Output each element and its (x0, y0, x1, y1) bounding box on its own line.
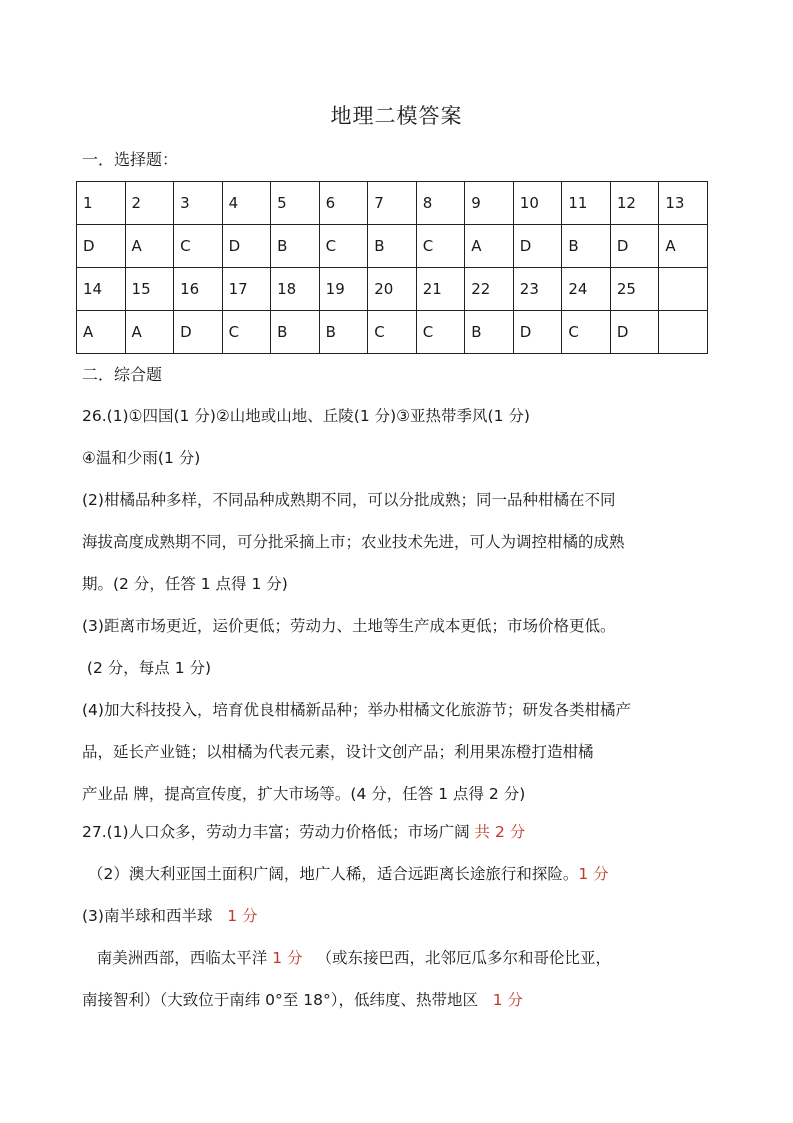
table-cell: 12 (610, 182, 659, 225)
answer-text: (3)距离市场更近，运价更低；劳动力、土地等生产成本更低；市场价格更低。 (82, 617, 616, 635)
answer-text: (2 分，每点 1 分) (82, 659, 212, 677)
table-cell: 7 (368, 182, 417, 225)
score-mark: 1 分 (227, 907, 258, 925)
table-cell: B (368, 225, 417, 268)
table-cell: 9 (465, 182, 514, 225)
answer-line (82, 698, 631, 720)
answer-text: 期。(2 分，任答 1 点得 1 分) (82, 575, 288, 593)
answer-text: 27.(1)人口众多，劳动力丰富；劳动力价格低；市场广阔 (82, 823, 475, 841)
table-cell: 8 (416, 182, 465, 225)
table-cell: C (319, 225, 368, 268)
table-cell: D (77, 225, 126, 268)
table-row (77, 225, 708, 268)
table-cell: 19 (319, 268, 368, 311)
table-row (77, 182, 708, 225)
table-cell: B (465, 311, 514, 354)
table-cell: 22 (465, 268, 514, 311)
table-cell: 6 (319, 182, 368, 225)
answer-line (82, 820, 525, 842)
table-cell: B (562, 225, 611, 268)
table-cell: C (416, 311, 465, 354)
table-row (77, 268, 708, 311)
score-mark: 1 分 (272, 949, 303, 967)
answer-text: 南接智利）（大致位于南纬 0°至 18°），低纬度、热带地区 (82, 991, 493, 1009)
table-cell: B (319, 311, 368, 354)
answer-text: 产业品 牌，提高宣传度，扩大市场等。(4 分，任答 1 点得 2 分) (82, 785, 526, 803)
table-cell: C (222, 311, 271, 354)
table-cell: 18 (271, 268, 320, 311)
table-cell: 14 (77, 268, 126, 311)
table-row (77, 311, 708, 354)
answer-line (82, 904, 258, 926)
table-cell (659, 311, 708, 354)
answer-line (82, 446, 200, 468)
answer-line (82, 614, 615, 636)
table-cell: 13 (659, 182, 708, 225)
table-cell: D (513, 311, 562, 354)
table-cell: A (77, 311, 126, 354)
table-cell: D (610, 225, 659, 268)
answer-line (82, 488, 615, 510)
table-cell: D (174, 311, 223, 354)
answer-text: (3)南半球和西半球 (82, 907, 228, 925)
page-title: 地理二模答案 (330, 104, 463, 128)
table-cell: 24 (562, 268, 611, 311)
table-cell: 23 (513, 268, 562, 311)
table-cell: D (513, 225, 562, 268)
answer-text: （2）澳大利亚国土面积广阔，地广人稀，适合远距离长途旅行和探险。 (88, 865, 579, 883)
table-cell: 1 (77, 182, 126, 225)
answer-line (82, 404, 530, 426)
score-mark: 1 分 (492, 991, 524, 1009)
table-cell: 15 (125, 268, 174, 311)
table-cell: B (271, 225, 320, 268)
table-cell: A (125, 225, 174, 268)
table-cell: 5 (271, 182, 320, 225)
table-cell: 10 (513, 182, 562, 225)
answer-line (82, 572, 288, 594)
table-cell: C (368, 311, 417, 354)
table-cell: D (222, 225, 271, 268)
table-cell: C (416, 225, 465, 268)
score-mark: 共 2 分 (474, 823, 526, 841)
table-cell: B (271, 311, 320, 354)
table-cell: 17 (222, 268, 271, 311)
table-cell: C (174, 225, 223, 268)
answer-text: ④温和少雨(1 分) (82, 449, 201, 467)
score-mark: 1 分 (578, 865, 609, 883)
answer-line (82, 656, 211, 678)
answer-line (82, 988, 523, 1010)
answer-line (82, 740, 594, 762)
answer-text: 26.(1)①四国(1 分)②山地或山地、丘陵(1 分)③亚热带季风(1 分) (82, 407, 530, 425)
answer-line (82, 530, 625, 552)
table-cell: 3 (174, 182, 223, 225)
answer-line (88, 862, 609, 884)
answer-table (76, 181, 708, 354)
table-cell: C (562, 311, 611, 354)
section-heading-choice: 一．选择题： (82, 150, 179, 169)
table-cell: A (465, 225, 514, 268)
answer-text: (2)柑橘品种多样，不同品种成熟期不同，可以分批成熟；同一品种柑橘在不同 (82, 491, 616, 509)
table-cell: 11 (562, 182, 611, 225)
answer-line (82, 782, 525, 804)
answer-text-continued: （或东接巴西，北邻厄瓜多尔和哥伦比亚， (316, 949, 612, 967)
table-cell (659, 268, 708, 311)
table-cell: 16 (174, 268, 223, 311)
answer-text: 海拔高度成熟期不同，可分批采摘上市；农业技术先进，可人为调控柑橘的成熟 (82, 533, 625, 551)
answer-text: 南美洲西部，西临太平洋 (82, 949, 273, 967)
answer-line (82, 946, 611, 968)
table-cell: 2 (125, 182, 174, 225)
table-cell: 21 (416, 268, 465, 311)
table-cell: 20 (368, 268, 417, 311)
answer-text: (4)加大科技投入，培育优良柑橘新品种；举办柑橘文化旅游节；研发各类柑橘产 (82, 701, 631, 719)
answer-text: 品，延长产业链；以柑橘为代表元素，设计文创产品；利用果冻橙打造柑橘 (82, 743, 594, 761)
table-cell: 25 (610, 268, 659, 311)
section-heading-comprehensive: 二．综合题 (82, 365, 163, 384)
table-cell: D (610, 311, 659, 354)
table-cell: A (659, 225, 708, 268)
table-cell: 4 (222, 182, 271, 225)
table-cell: A (125, 311, 174, 354)
